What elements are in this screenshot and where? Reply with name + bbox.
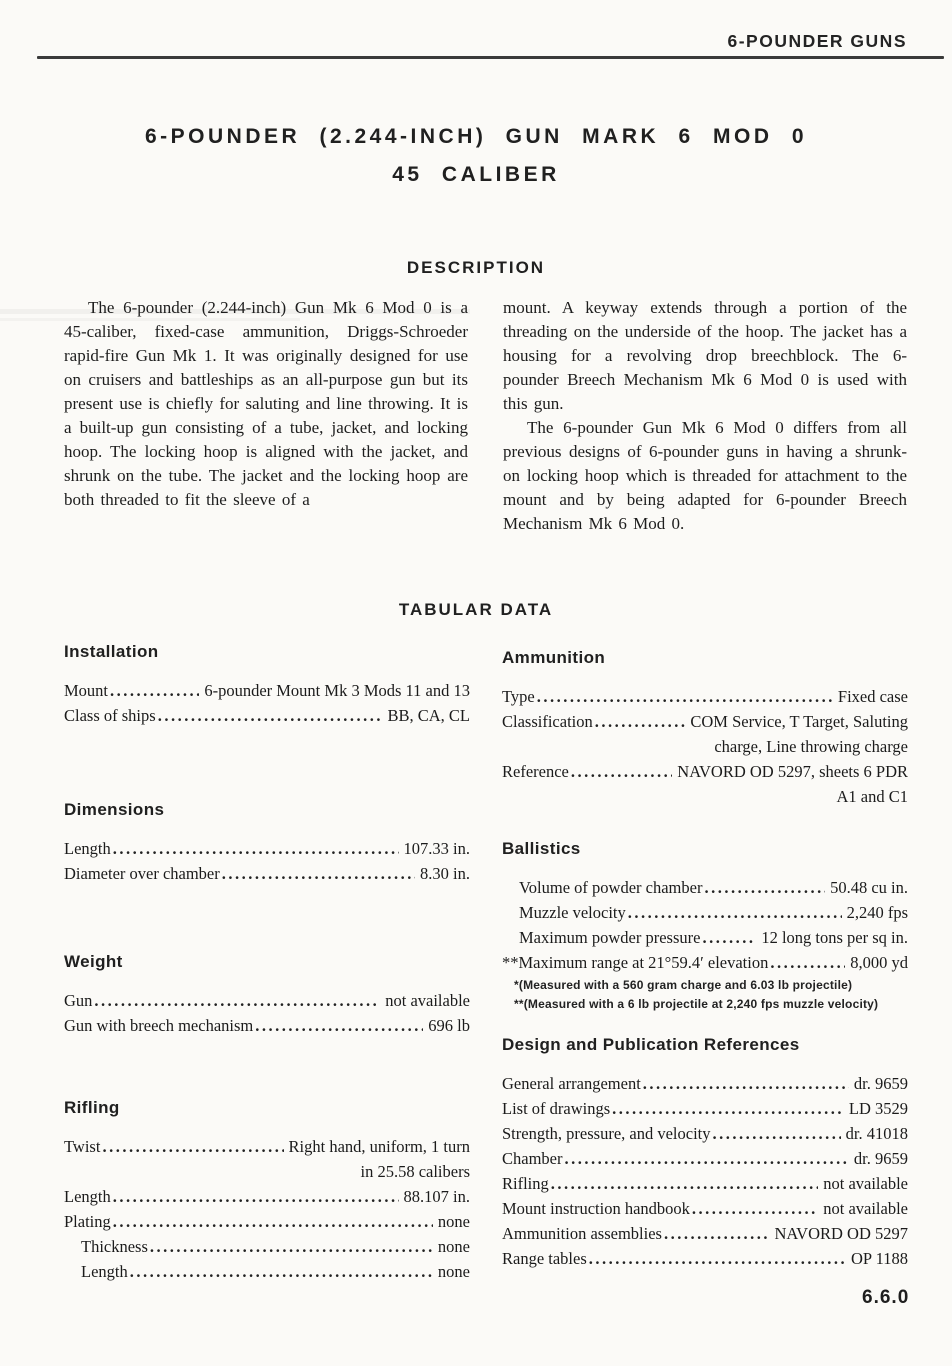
dot-leader [537, 684, 833, 709]
dot-leader [255, 1013, 423, 1038]
row-label: Class of ships [64, 706, 156, 725]
data-row [64, 1209, 470, 1234]
row-label: Chamber [502, 1149, 563, 1168]
row-value: 88.107 in. [403, 1187, 470, 1206]
dot-leader [692, 1196, 818, 1221]
row-value: 696 lb [428, 1016, 470, 1035]
dot-leader [130, 1259, 433, 1284]
row-value: not available [823, 1199, 908, 1218]
section-design-and-publication-references [502, 1035, 908, 1271]
data-row [502, 950, 908, 975]
row-label: Thickness [81, 1237, 148, 1256]
description-paragraph: The 6-pounder Gun Mk 6 Mod 0 differs from all previous designs of 6-pounder guns in having a shrunk-on locking hoop which is threaded for attachment to the mount and by being adapted for 6-pounder Breech Mechanism Mk 6 Mod 0. [503, 418, 907, 533]
row-value: 2,240 fps [846, 903, 908, 922]
page-number: 6.6.0 [862, 1287, 910, 1308]
section-heading: Dimensions [64, 800, 165, 819]
dot-leader [612, 1096, 844, 1121]
section-rifling [64, 1098, 470, 1284]
description-paragraph: mount. A keyway extends through a portion of the threading on the underside of the hoop. The jacket has a housing for a revolving drop breechblock. The 6-pounder Breech Mechanism Mk 6 Mod 0 is used with this gun. [503, 298, 907, 413]
data-row [502, 759, 908, 784]
row-label: Strength, pressure, and velocity [502, 1124, 711, 1143]
row-label: Gun [64, 991, 93, 1010]
row-value: none [437, 1212, 470, 1231]
section-heading: Design and Publication References [502, 1035, 800, 1054]
data-row [64, 1259, 470, 1284]
row-label: Volume of powder chamber [519, 878, 703, 897]
tabular-column-left [64, 640, 470, 1284]
data-row [64, 988, 470, 1013]
row-value: OP 1188 [851, 1249, 908, 1268]
data-row [64, 836, 470, 861]
row-value: dr. 41018 [845, 1124, 908, 1143]
row-value: 6-pounder Mount Mk 3 Mods 11 and 13 [204, 681, 470, 700]
dot-leader [589, 1246, 846, 1271]
dot-leader [770, 950, 845, 975]
row-value: 50.48 cu in. [830, 878, 908, 897]
row-label: Rifling [502, 1174, 549, 1193]
data-row [64, 1184, 470, 1209]
row-value: 8,000 yd [850, 953, 908, 972]
data-row [64, 1134, 470, 1159]
dot-leader [113, 836, 399, 861]
dot-leader [664, 1221, 770, 1246]
header-rule [37, 56, 944, 59]
row-label: List of drawings [502, 1099, 611, 1118]
data-row [502, 1096, 908, 1121]
row-label: **Maximum range at 21°59.4′ elevation [502, 953, 769, 972]
description-body [64, 296, 907, 536]
row-label: Muzzle velocity [519, 903, 626, 922]
description-paragraph: The 6-pounder (2.244-inch) Gun Mk 6 Mod 0 is a 45-caliber, fixed-case ammunition, Driggs-Schroeder rapid-fire Gun Mk 1. It was originally designed for use on cruisers and battleships as an all-purpose gun but its present use is chiefly for saluting and line throwing. It is a built-up gun consisting of a tube, jacket, and locking hoop. The locking hoop is aligned with the jacket, and shrunk on the tube. The jacket and the locking hoop are both threaded to fit the sleeve of a [64, 298, 468, 509]
data-row [64, 703, 470, 728]
tabular-column-right [502, 640, 908, 1271]
data-row [502, 1121, 908, 1146]
dot-leader [595, 709, 686, 734]
page-title-line1: 6-POUNDER (2.244-INCH) GUN MARK 6 MOD 0 [144, 125, 808, 148]
page-title [0, 118, 952, 194]
section-heading: Ballistics [502, 839, 581, 858]
dot-leader [564, 1146, 848, 1171]
row-label: Range tables [502, 1249, 587, 1268]
dot-leader [222, 861, 415, 886]
row-continuation: charge, Line throwing charge [714, 737, 908, 756]
row-label: Reference [502, 762, 569, 781]
row-label: Length [64, 1187, 111, 1206]
data-row [502, 709, 908, 734]
section-ammunition [502, 648, 908, 809]
section-heading: Weight [64, 952, 123, 971]
row-value: NAVORD OD 5297, sheets 6 PDR [677, 762, 908, 781]
dot-leader [102, 1134, 283, 1159]
section-ballistics [502, 839, 908, 1013]
data-row [502, 1246, 908, 1271]
row-value: Right hand, uniform, 1 turn [288, 1137, 470, 1156]
data-row [64, 1013, 470, 1038]
section-heading: Ammunition [502, 648, 606, 667]
footnote: *(Measured with a 560 gram charge and 6.03 lb projectile) [514, 978, 853, 992]
section-dimensions [64, 800, 470, 886]
data-row [502, 1221, 908, 1246]
row-value: COM Service, T Target, Saluting [690, 712, 908, 731]
dot-leader [628, 900, 842, 925]
row-label: Twist [64, 1137, 101, 1156]
row-value: not available [823, 1174, 908, 1193]
row-label: General arrangement [502, 1074, 641, 1093]
data-row [502, 875, 908, 900]
data-row [64, 1234, 470, 1259]
dot-leader [94, 988, 380, 1013]
row-value: none [437, 1262, 470, 1281]
row-label: Plating [64, 1212, 111, 1231]
tabular-data-heading: TABULAR DATA [398, 600, 554, 619]
row-label: Classification [502, 712, 593, 731]
dot-leader [150, 1234, 433, 1259]
row-value: 12 long tons per sq in. [761, 928, 908, 947]
row-label: Length [81, 1262, 128, 1281]
dot-leader [113, 1209, 433, 1234]
dot-leader [643, 1071, 849, 1096]
data-row [502, 1071, 908, 1096]
data-row [502, 925, 908, 950]
dot-leader [113, 1184, 399, 1209]
row-label: Ammunition assemblies [502, 1224, 662, 1243]
running-header: 6-POUNDER GUNS [727, 31, 907, 51]
row-label: Maximum powder pressure [519, 928, 701, 947]
data-row [502, 900, 908, 925]
data-row [64, 678, 470, 703]
row-value: 8.30 in. [420, 864, 470, 883]
row-value: none [437, 1237, 470, 1256]
row-label: Mount [64, 681, 109, 700]
row-value: BB, CA, CL [387, 706, 470, 725]
row-continuation: in 25.58 calibers [360, 1162, 470, 1181]
row-label: Mount instruction handbook [502, 1199, 690, 1218]
description-column-left [64, 296, 468, 536]
row-value: dr. 9659 [853, 1074, 908, 1093]
dot-leader [702, 925, 756, 950]
description-heading: DESCRIPTION [406, 258, 546, 277]
dot-leader [571, 759, 672, 784]
section-heading: Installation [64, 642, 159, 661]
dot-leader [158, 703, 383, 728]
page-title-line2: 45 CALIBER [392, 163, 560, 186]
data-row [502, 1146, 908, 1171]
row-label: Gun with breech mechanism [64, 1016, 254, 1035]
description-column-right [503, 296, 907, 536]
row-value: 107.33 in. [403, 839, 470, 858]
row-value: not available [385, 991, 470, 1010]
row-value: Fixed case [837, 687, 908, 706]
row-value: NAVORD OD 5297 [774, 1224, 908, 1243]
section-installation [64, 642, 470, 728]
data-row [502, 684, 908, 709]
dot-leader [704, 875, 825, 900]
data-row [502, 1196, 908, 1221]
row-label: Type [502, 687, 535, 706]
section-heading: Rifling [64, 1098, 120, 1117]
dot-leader [551, 1171, 818, 1196]
section-weight [64, 952, 470, 1038]
dot-leader [713, 1121, 841, 1146]
row-label: Diameter over chamber [64, 864, 220, 883]
dot-leader [110, 678, 199, 703]
data-row [502, 1171, 908, 1196]
row-continuation: A1 and C1 [836, 787, 908, 806]
row-value: LD 3529 [848, 1099, 908, 1118]
footnote: **(Measured with a 6 lb projectile at 2,240 fps muzzle velocity) [514, 997, 879, 1011]
data-row [64, 861, 470, 886]
row-value: dr. 9659 [853, 1149, 908, 1168]
row-label: Length [64, 839, 111, 858]
